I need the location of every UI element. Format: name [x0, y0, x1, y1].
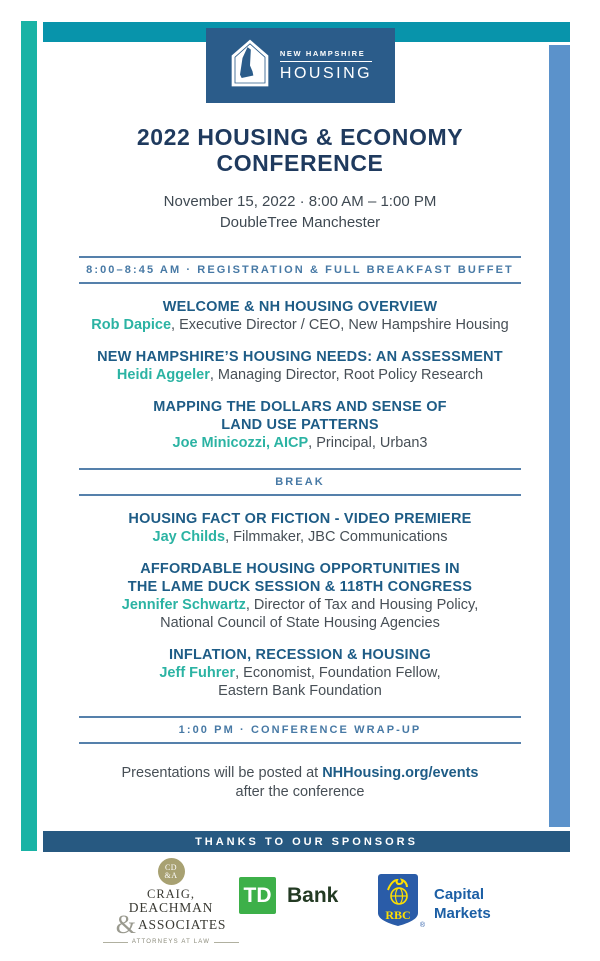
session-speaker: Rob Dapice, Executive Director / CEO, New Hampshire Housing [91, 317, 509, 333]
session-speaker: Jeff Fuhrer, Economist, Foundation Fellow, Eastern Bank Foundation [159, 665, 441, 699]
rbc-shield-icon [378, 874, 425, 931]
session-inflation [63, 646, 537, 700]
session-speaker: Heidi Aggeler, Managing Director, Root Policy Research [116, 367, 484, 383]
program-content [63, 124, 537, 802]
registration-band: 8:00–8:45 AM · REGISTRATION & FULL BREAKFAST BUFFET [79, 256, 521, 284]
session-speaker: Jennifer Schwartz, Director of Tax and Housing Policy, National Council of State Housing Agencies [121, 597, 479, 631]
session-housing-needs [63, 348, 537, 384]
house-icon [229, 38, 271, 93]
session-title: INFLATION, RECESSION & HOUSING [169, 647, 431, 663]
session-mapping-dollars [63, 398, 537, 452]
session-speaker: Joe Minicozzi, AICP, Principal, Urban3 [172, 435, 428, 451]
rbc-wordmark: Capital Markets [434, 886, 491, 922]
td-bank-logo: TD Bank [239, 877, 338, 914]
ampersand-glyph: & [115, 910, 136, 939]
registered-mark: ® [419, 922, 425, 929]
session-fact-or-fiction [63, 510, 537, 546]
frame-right-bar [549, 45, 570, 827]
event-date: November 15, 2022 · 8:00 AM – 1:00 PM [163, 193, 437, 210]
presentations-note: Presentations will be posted at NHHousing.org/events after the conference [121, 765, 479, 800]
sponsors-band: THANKS TO OUR SPONSORS [43, 831, 570, 852]
craig-deachman-logo: CD &A CRAIG, DEACHMAN & ASSOCIATES ATTORNEYS AT LAW [103, 858, 239, 945]
session-title: WELCOME & NH HOUSING OVERVIEW [162, 299, 438, 315]
break-band: BREAK [79, 468, 521, 496]
td-shield-icon: TD [239, 877, 276, 914]
session-speaker: Jay Childs, Filmmaker, JBC Communications [152, 529, 448, 545]
session-title: MAPPING THE DOLLARS AND SENSE OF LAND USE PATTERNS [153, 399, 447, 433]
wrapup-band: 1:00 PM · CONFERENCE WRAP-UP [79, 716, 521, 744]
session-lame-duck [63, 560, 537, 632]
rbc-logo [378, 874, 491, 931]
session-title: AFFORDABLE HOUSING OPPORTUNITIES IN THE LAME DUCK SESSION & 118TH CONGRESS [127, 561, 473, 595]
cdja-monogram-icon: CD &A [158, 858, 185, 885]
svg-text:RBC: RBC [385, 908, 411, 922]
logo-wordmark [280, 49, 372, 83]
page-title: 2022 HOUSING & ECONOMY CONFERENCE [136, 124, 464, 176]
frame-left-bar [21, 21, 37, 851]
cdja-tagline: ATTORNEYS AT LAW [103, 939, 239, 945]
session-title: HOUSING FACT OR FICTION - VIDEO PREMIERE [128, 511, 472, 527]
nh-housing-logo [206, 28, 395, 103]
session-title: NEW HAMPSHIRE’S HOUSING NEEDS: AN ASSESSMENT [97, 349, 503, 365]
session-welcome [63, 298, 537, 334]
event-venue: DoubleTree Manchester [219, 214, 381, 231]
logo-org-line2: HOUSING [279, 64, 373, 82]
events-link[interactable]: NHHousing.org/events [322, 765, 479, 781]
logo-org-line1: NEW HAMPSHIRE [280, 49, 372, 62]
